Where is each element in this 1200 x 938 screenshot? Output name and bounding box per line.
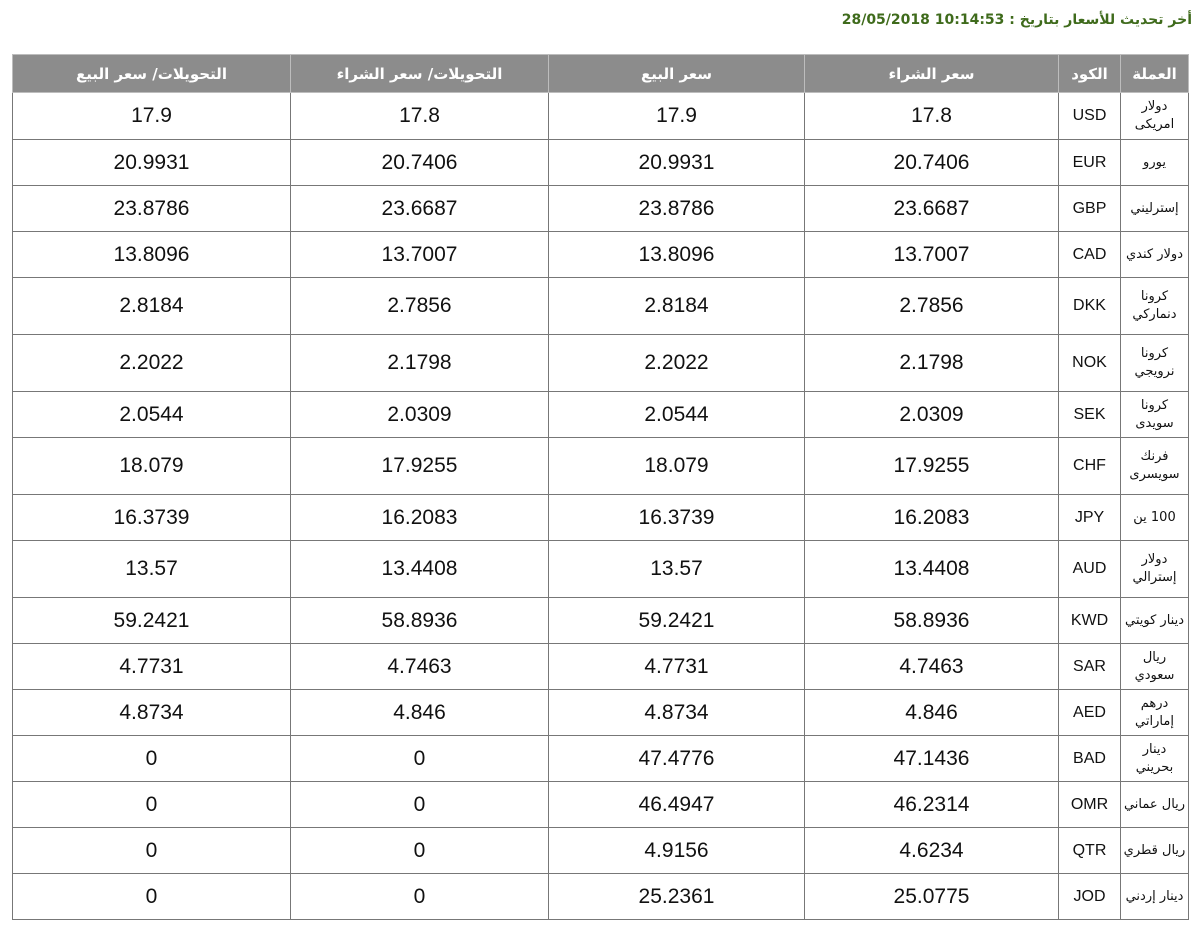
currency-code-cell: AED <box>1059 690 1121 736</box>
table-row <box>13 278 1189 335</box>
table-row <box>13 438 1189 495</box>
currency-name-cell: ريال قطري <box>1121 828 1189 874</box>
buy-price-cell: 4.846 <box>805 690 1059 736</box>
transfer-buy-price-cell: 58.8936 <box>291 598 549 644</box>
currency-code-cell: SEK <box>1059 392 1121 438</box>
transfer-sell-price-cell: 59.2421 <box>13 598 291 644</box>
table-row <box>13 828 1189 874</box>
currency-code-cell: NOK <box>1059 335 1121 392</box>
sell-price-cell: 4.8734 <box>549 690 805 736</box>
currency-name-cell: دينار بحريني <box>1121 736 1189 782</box>
currency-code-cell: EUR <box>1059 140 1121 186</box>
table-row <box>13 598 1189 644</box>
sell-price-cell: 18.079 <box>549 438 805 495</box>
table-row <box>13 335 1189 392</box>
currency-name-cell: دولار امريكى <box>1121 93 1189 140</box>
currency-name-cell: دينار إردني <box>1121 874 1189 920</box>
currency-code-cell: BAD <box>1059 736 1121 782</box>
transfer-buy-price-cell: 16.2083 <box>291 495 549 541</box>
currency-name-cell: يورو <box>1121 140 1189 186</box>
transfer-buy-price-cell: 0 <box>291 782 549 828</box>
currency-name-cell: كرونا سويدى <box>1121 392 1189 438</box>
transfer-buy-price-cell: 2.7856 <box>291 278 549 335</box>
buy-price-cell: 47.1436 <box>805 736 1059 782</box>
buy-price-cell: 20.7406 <box>805 140 1059 186</box>
currency-code-cell: USD <box>1059 93 1121 140</box>
sell-price-cell: 16.3739 <box>549 495 805 541</box>
currency-code-cell: AUD <box>1059 541 1121 598</box>
currency-code-cell: KWD <box>1059 598 1121 644</box>
last-update-line <box>842 12 1192 28</box>
currency-name-cell: دينار كويتي <box>1121 598 1189 644</box>
table-row <box>13 782 1189 828</box>
sell-price-cell: 4.9156 <box>549 828 805 874</box>
transfer-buy-price-cell: 0 <box>291 874 549 920</box>
transfer-buy-price-cell: 0 <box>291 736 549 782</box>
transfer-buy-price-cell: 20.7406 <box>291 140 549 186</box>
buy-price-cell: 13.7007 <box>805 232 1059 278</box>
sell-price-cell: 23.8786 <box>549 186 805 232</box>
transfer-sell-price-cell: 0 <box>13 828 291 874</box>
sell-price-cell: 20.9931 <box>549 140 805 186</box>
transfer-sell-price-cell: 23.8786 <box>13 186 291 232</box>
transfer-buy-price-cell: 23.6687 <box>291 186 549 232</box>
exchange-rates-table <box>12 54 1189 920</box>
currency-code-cell: QTR <box>1059 828 1121 874</box>
currency-code-cell: SAR <box>1059 644 1121 690</box>
currency-code-cell: JOD <box>1059 874 1121 920</box>
transfer-sell-price-cell: 20.9931 <box>13 140 291 186</box>
transfer-sell-price-cell: 18.079 <box>13 438 291 495</box>
transfer-buy-price-cell: 0 <box>291 828 549 874</box>
sell-price-cell: 17.9 <box>549 93 805 140</box>
transfer-buy-price-cell: 4.7463 <box>291 644 549 690</box>
currency-name-cell: إسترليني <box>1121 186 1189 232</box>
buy-price-cell: 25.0775 <box>805 874 1059 920</box>
header-code: الكود <box>1059 55 1121 93</box>
currency-code-cell: CHF <box>1059 438 1121 495</box>
currency-code-cell: OMR <box>1059 782 1121 828</box>
transfer-buy-price-cell: 13.4408 <box>291 541 549 598</box>
currency-name-cell: دولار كندي <box>1121 232 1189 278</box>
table-row <box>13 644 1189 690</box>
buy-price-cell: 13.4408 <box>805 541 1059 598</box>
sell-price-cell: 13.57 <box>549 541 805 598</box>
sell-price-cell: 46.4947 <box>549 782 805 828</box>
transfer-sell-price-cell: 13.8096 <box>13 232 291 278</box>
table-row <box>13 690 1189 736</box>
table-header-row <box>13 55 1189 93</box>
currency-name-cell: كرونا دنماركي <box>1121 278 1189 335</box>
buy-price-cell: 2.1798 <box>805 335 1059 392</box>
transfer-buy-price-cell: 2.0309 <box>291 392 549 438</box>
table-row <box>13 392 1189 438</box>
table-row <box>13 736 1189 782</box>
buy-price-cell: 2.0309 <box>805 392 1059 438</box>
transfer-buy-price-cell: 2.1798 <box>291 335 549 392</box>
table-row <box>13 495 1189 541</box>
sell-price-cell: 2.2022 <box>549 335 805 392</box>
buy-price-cell: 4.6234 <box>805 828 1059 874</box>
currency-name-cell: دولار إسترالي <box>1121 541 1189 598</box>
transfer-sell-price-cell: 2.8184 <box>13 278 291 335</box>
transfer-sell-price-cell: 0 <box>13 874 291 920</box>
currency-code-cell: CAD <box>1059 232 1121 278</box>
table-row <box>13 541 1189 598</box>
buy-price-cell: 46.2314 <box>805 782 1059 828</box>
transfer-sell-price-cell: 13.57 <box>13 541 291 598</box>
currency-code-cell: GBP <box>1059 186 1121 232</box>
sell-price-cell: 47.4776 <box>549 736 805 782</box>
buy-price-cell: 23.6687 <box>805 186 1059 232</box>
last-update-label: أخر تحديث للأسعار بتاريخ : <box>1009 12 1192 28</box>
currency-name-cell: درهم إماراتي <box>1121 690 1189 736</box>
last-update-timestamp: 28/05/2018 10:14:53 <box>841 12 1005 28</box>
buy-price-cell: 17.9255 <box>805 438 1059 495</box>
transfer-sell-price-cell: 16.3739 <box>13 495 291 541</box>
header-buy-price: سعر الشراء <box>805 55 1059 93</box>
transfer-sell-price-cell: 4.8734 <box>13 690 291 736</box>
currency-name-cell: فرنك سويسرى <box>1121 438 1189 495</box>
sell-price-cell: 59.2421 <box>549 598 805 644</box>
transfer-sell-price-cell: 4.7731 <box>13 644 291 690</box>
sell-price-cell: 2.0544 <box>549 392 805 438</box>
buy-price-cell: 58.8936 <box>805 598 1059 644</box>
transfer-buy-price-cell: 4.846 <box>291 690 549 736</box>
buy-price-cell: 4.7463 <box>805 644 1059 690</box>
sell-price-cell: 4.7731 <box>549 644 805 690</box>
currency-name-cell: 100 ين <box>1121 495 1189 541</box>
header-transfer-buy-price: التحويلات/ سعر الشراء <box>291 55 549 93</box>
currency-name-cell: ريال عماني <box>1121 782 1189 828</box>
transfer-sell-price-cell: 17.9 <box>13 93 291 140</box>
transfer-sell-price-cell: 0 <box>13 782 291 828</box>
buy-price-cell: 2.7856 <box>805 278 1059 335</box>
table-row <box>13 140 1189 186</box>
transfer-sell-price-cell: 2.2022 <box>13 335 291 392</box>
header-currency: العملة <box>1121 55 1189 93</box>
currency-code-cell: JPY <box>1059 495 1121 541</box>
currency-name-cell: ريال سعودي <box>1121 644 1189 690</box>
header-transfer-sell-price: التحويلات/ سعر البيع <box>13 55 291 93</box>
header-sell-price: سعر البيع <box>549 55 805 93</box>
buy-price-cell: 17.8 <box>805 93 1059 140</box>
transfer-buy-price-cell: 13.7007 <box>291 232 549 278</box>
transfer-sell-price-cell: 2.0544 <box>13 392 291 438</box>
table-row <box>13 874 1189 920</box>
sell-price-cell: 25.2361 <box>549 874 805 920</box>
transfer-sell-price-cell: 0 <box>13 736 291 782</box>
sell-price-cell: 2.8184 <box>549 278 805 335</box>
currency-name-cell: كرونا نرويجي <box>1121 335 1189 392</box>
transfer-buy-price-cell: 17.8 <box>291 93 549 140</box>
table-row <box>13 186 1189 232</box>
buy-price-cell: 16.2083 <box>805 495 1059 541</box>
currency-code-cell: DKK <box>1059 278 1121 335</box>
table-row <box>13 93 1189 140</box>
table-row <box>13 232 1189 278</box>
sell-price-cell: 13.8096 <box>549 232 805 278</box>
transfer-buy-price-cell: 17.9255 <box>291 438 549 495</box>
